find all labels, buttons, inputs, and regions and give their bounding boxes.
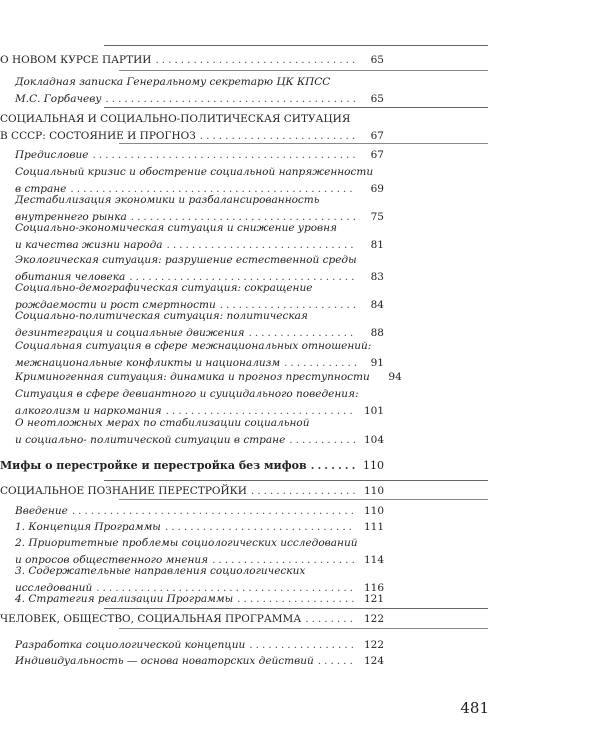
entry-title: Предисловие [15, 149, 89, 161]
page-number: 75 [370, 211, 384, 223]
page-folio: 481 [460, 699, 489, 717]
entry-title: Мифы о перестройке и перестройка без мифов [0, 459, 307, 472]
page-number: 104 [363, 434, 384, 446]
divider-8 [119, 628, 488, 629]
divider-5 [104, 480, 488, 481]
entry-title-line2: В СССР: СОСТОЯНИЕ И ПРОГНОЗ [0, 130, 196, 142]
toc-entry[interactable] [15, 369, 402, 386]
page-number: 67 [370, 149, 384, 161]
page-number: 122 [363, 639, 384, 651]
entry-title: 3. Содержательные направления социологических [15, 565, 306, 577]
leader-dots [318, 653, 356, 670]
toc-entry[interactable] [15, 503, 384, 520]
entry-title-line2: обитания человека [15, 271, 126, 283]
leader-dots [289, 432, 356, 449]
toc-entry[interactable] [0, 611, 384, 628]
page-number: 84 [370, 299, 384, 311]
entry-title-line2: рождаемости и рост смертности [15, 299, 216, 311]
leader-dots [237, 591, 356, 608]
page-number: 69 [370, 183, 384, 195]
entry-title: 1. Концепция Программы [15, 521, 161, 533]
entry-title-line2: в стране [15, 183, 67, 195]
entry-title-line2: алкоголизм и наркомания [15, 405, 162, 417]
entry-title: Социальный кризис и обострение социальной напряженности [15, 166, 374, 178]
toc-entry[interactable] [0, 111, 384, 145]
page-number: 65 [370, 54, 384, 66]
toc-entry[interactable] [0, 52, 384, 69]
page-number: 67 [370, 130, 384, 142]
toc-entry[interactable] [15, 338, 384, 372]
entry-title: 2. Приоритетные проблемы социологических исследований [15, 537, 358, 549]
entry-title: 4. Стратегия реализации Программы [15, 593, 234, 605]
entry-title: Разработка социологической концепции [15, 639, 246, 651]
toc-entry[interactable] [15, 308, 384, 342]
toc-entry[interactable] [0, 483, 384, 500]
toc-entry[interactable] [15, 147, 384, 164]
toc-entry[interactable] [15, 653, 384, 670]
entry-title-line2: и опросов общественного мнения [15, 554, 209, 566]
entry-title: Социально-экономическая ситуация и снижение уровня [15, 222, 337, 234]
entry-title: Ситуация в сфере девиантного и суицидального поведения: [15, 388, 359, 400]
leader-dots [105, 91, 356, 108]
divider-2 [119, 70, 488, 71]
entry-title: О неотложных мерах по стабилизации социальной [15, 417, 310, 429]
entry-title: О НОВОМ КУРСЕ ПАРТИИ [0, 54, 152, 66]
toc-entry[interactable] [15, 519, 384, 536]
entry-title: Социально-политическая ситуация: политическая [15, 310, 308, 322]
toc-entry[interactable] [15, 591, 384, 608]
page-number: 124 [363, 655, 384, 667]
entry-title: Криминогенная ситуация: динамика и прогноз преступности [15, 371, 370, 383]
toc-entry[interactable] [15, 220, 384, 254]
entry-title-line2: внутреннего рынка [15, 211, 127, 223]
page-number: 111 [363, 521, 384, 533]
page-number: 81 [370, 239, 384, 251]
leader-dots [305, 611, 356, 628]
entry-title: Социальная ситуация в сфере межнациональных отношений: [15, 340, 372, 352]
leader-dots [155, 52, 356, 69]
page-number: 110 [363, 485, 384, 497]
page-number: 83 [370, 271, 384, 283]
entry-title: Докладная записка Генеральному секретарю ЦК КПСС [15, 76, 331, 88]
page-number: 116 [363, 582, 384, 594]
leader-dots [311, 457, 356, 474]
page-number: 110 [363, 505, 384, 517]
toc-entry[interactable] [15, 637, 384, 654]
entry-title-line2: межнациональные конфликты и национализм [15, 357, 281, 369]
entry-title: Введение [15, 505, 68, 517]
entry-title: СОЦИАЛЬНОЕ ПОЗНАНИЕ ПЕРЕСТРОЙКИ [0, 485, 247, 497]
page-number: 122 [363, 613, 384, 625]
leader-dots [165, 519, 356, 536]
entry-title: Экологическая ситуация: разрушение естественной среды [15, 254, 357, 266]
page-number: 101 [363, 405, 384, 417]
entry-title: СОЦИАЛЬНАЯ И СОЦИАЛЬНО-ПОЛИТИЧЕСКАЯ СИТУАЦИЯ [0, 113, 351, 125]
page-number: 121 [363, 593, 384, 605]
page-number: 65 [370, 93, 384, 105]
leader-dots [200, 128, 356, 145]
page-number: 94 [388, 371, 402, 383]
entry-title: Дестабилизация экономики и разбалансированность [15, 194, 320, 206]
entry-title-line2: и качества жизни народа [15, 239, 163, 251]
entry-title: Индивидуальность — основа новаторских действий [15, 655, 314, 667]
leader-dots [93, 147, 357, 164]
page-number: 110 [363, 459, 384, 472]
toc-entry[interactable] [15, 74, 384, 108]
leader-dots [251, 483, 356, 500]
entry-title-line2: и социально- политической ситуации в стране [15, 434, 286, 446]
entry-title: ЧЕЛОВЕК, ОБЩЕСТВО, СОЦИАЛЬНАЯ ПРОГРАММА [0, 613, 302, 625]
divider-7 [104, 608, 488, 609]
entry-title-line2: М.С. Горбачеву [15, 93, 102, 105]
page-number: 91 [370, 357, 384, 369]
leader-dots [249, 637, 356, 654]
entry-title: Социально-демографическая ситуация: сокращение [15, 282, 313, 294]
toc-entry[interactable] [15, 415, 384, 449]
page-number: 114 [363, 554, 384, 566]
entry-title-line2: исследований [15, 582, 93, 594]
entry-title-line2: дезинтеграция и социальные движения [15, 327, 245, 339]
leader-dots [72, 503, 356, 520]
toc-entry-bold[interactable] [0, 457, 384, 474]
divider-1 [104, 45, 488, 46]
page-number: 88 [370, 327, 384, 339]
